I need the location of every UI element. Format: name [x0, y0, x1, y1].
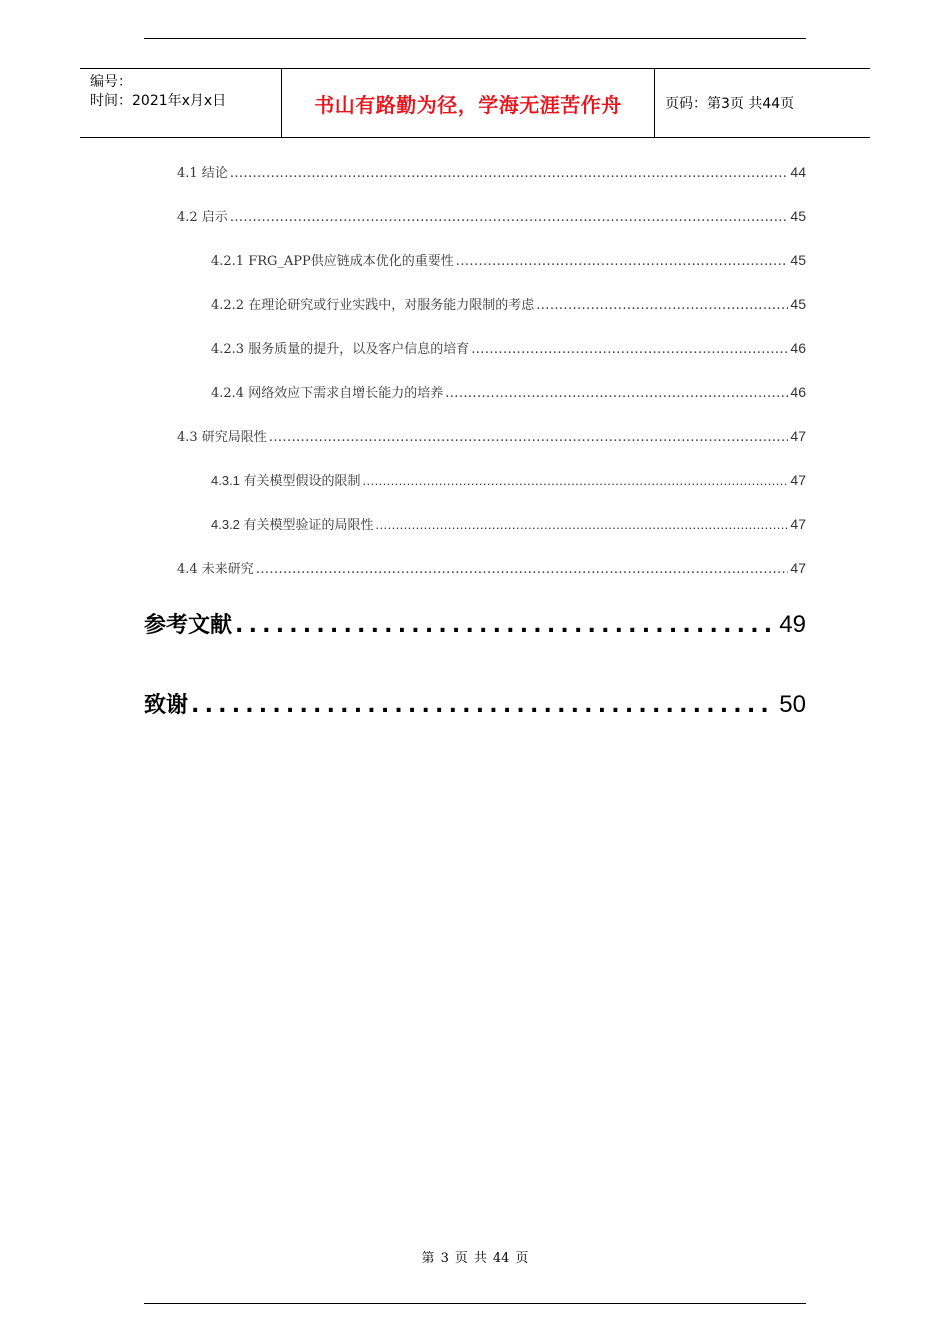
- toc-entry-page: 45: [790, 296, 806, 312]
- toc-entry-page: 50: [779, 691, 806, 718]
- footer-ye: 页: [454, 1251, 468, 1266]
- toc-entry-label: 4.4 未来研究: [177, 562, 254, 577]
- header-meta-cell: [80, 69, 282, 137]
- toc-entry-page: 47: [790, 428, 806, 444]
- footer-page-number: [0, 1247, 950, 1266]
- footer-current-page: 3: [440, 1251, 449, 1266]
- toc-entry-acknowledgements[interactable]: [144, 688, 806, 719]
- toc-leader-dots: [191, 693, 776, 718]
- toc-entry-page: 49: [779, 611, 806, 638]
- toc-leader-dots: [536, 298, 788, 313]
- toc-entry-page: 47: [790, 472, 806, 488]
- header-motto-cell: [282, 69, 655, 137]
- toc-entry-page: 45: [790, 208, 806, 224]
- toc-entry-references[interactable]: [144, 608, 806, 639]
- toc-entry-4-2-3[interactable]: [211, 338, 806, 357]
- toc-entry-page: 45: [790, 252, 806, 268]
- toc-leader-dots: [471, 342, 788, 357]
- footer-gong: 共: [473, 1251, 487, 1266]
- toc-entry-4-2[interactable]: [177, 206, 806, 225]
- toc-entry-4-3-2[interactable]: [211, 514, 806, 533]
- toc-entry-page: 47: [790, 516, 806, 532]
- toc-leader-dots: [230, 210, 789, 225]
- toc-entry-page: 46: [790, 384, 806, 400]
- toc-entry-label: 致谢: [144, 693, 189, 718]
- toc-entry-4-3-1[interactable]: [211, 470, 806, 489]
- toc-entry-label: 4.1 结论: [177, 166, 228, 181]
- toc-leader-dots: [456, 254, 789, 269]
- toc-entry-4-1[interactable]: [177, 162, 806, 181]
- toc-entry-label: 4.3.1 有关模型假设的限制: [211, 473, 361, 488]
- header-top-rule: [144, 38, 806, 39]
- toc-entry-4-3[interactable]: [177, 426, 806, 445]
- document-header: [80, 68, 870, 138]
- toc-entry-label: 4.2.4 网络效应下需求自增长能力的培养: [211, 386, 444, 401]
- toc-entry-label: 4.2.1 FRG_APP供应链成本优化的重要性: [211, 254, 454, 269]
- toc-entry-4-2-1[interactable]: [211, 250, 806, 269]
- toc-entry-4-2-4[interactable]: [211, 382, 806, 401]
- footer-ye: 页: [515, 1251, 529, 1266]
- document-number-label: 编号：: [90, 74, 132, 90]
- toc-entry-page: 44: [790, 164, 806, 180]
- toc-entry-label: 4.2.2 在理论研究或行业实践中，对服务能力限制的考虑: [211, 298, 535, 313]
- toc-entry-label: 4.3.2 有关模型验证的局限性: [211, 517, 374, 532]
- header-motto: 书山有路勤为径，学海无涯苦作舟: [314, 92, 622, 117]
- toc-leader-dots: [230, 166, 789, 181]
- toc-leader-dots: [256, 562, 789, 577]
- toc-entry-label: 4.2 启示: [177, 210, 228, 225]
- footer-di: 第: [421, 1251, 435, 1266]
- header-page-cell: [655, 69, 870, 137]
- toc-leader-dots: [235, 613, 776, 638]
- toc-entry-4-4[interactable]: [177, 558, 806, 577]
- toc-entry-label: 4.3 研究局限性: [177, 430, 267, 445]
- toc-leader-dots: [376, 517, 789, 532]
- document-date-label: 时间：2021年x月x日: [90, 93, 227, 109]
- toc-leader-dots: [363, 473, 789, 488]
- toc-entry-label: 4.2.3 服务质量的提升，以及客户信息的培育: [211, 342, 470, 357]
- toc-entry-page: 46: [790, 340, 806, 356]
- toc-entry-4-2-2[interactable]: [211, 294, 806, 313]
- toc-leader-dots: [269, 430, 789, 445]
- toc-leader-dots: [445, 386, 788, 401]
- toc-entry-label: 参考文献: [144, 613, 233, 638]
- toc-entry-page: 47: [790, 560, 806, 576]
- header-page-info: 页码：第3页 共44页: [665, 96, 795, 112]
- footer-total-pages: 44: [492, 1251, 510, 1266]
- footer-bottom-rule: [144, 1303, 806, 1304]
